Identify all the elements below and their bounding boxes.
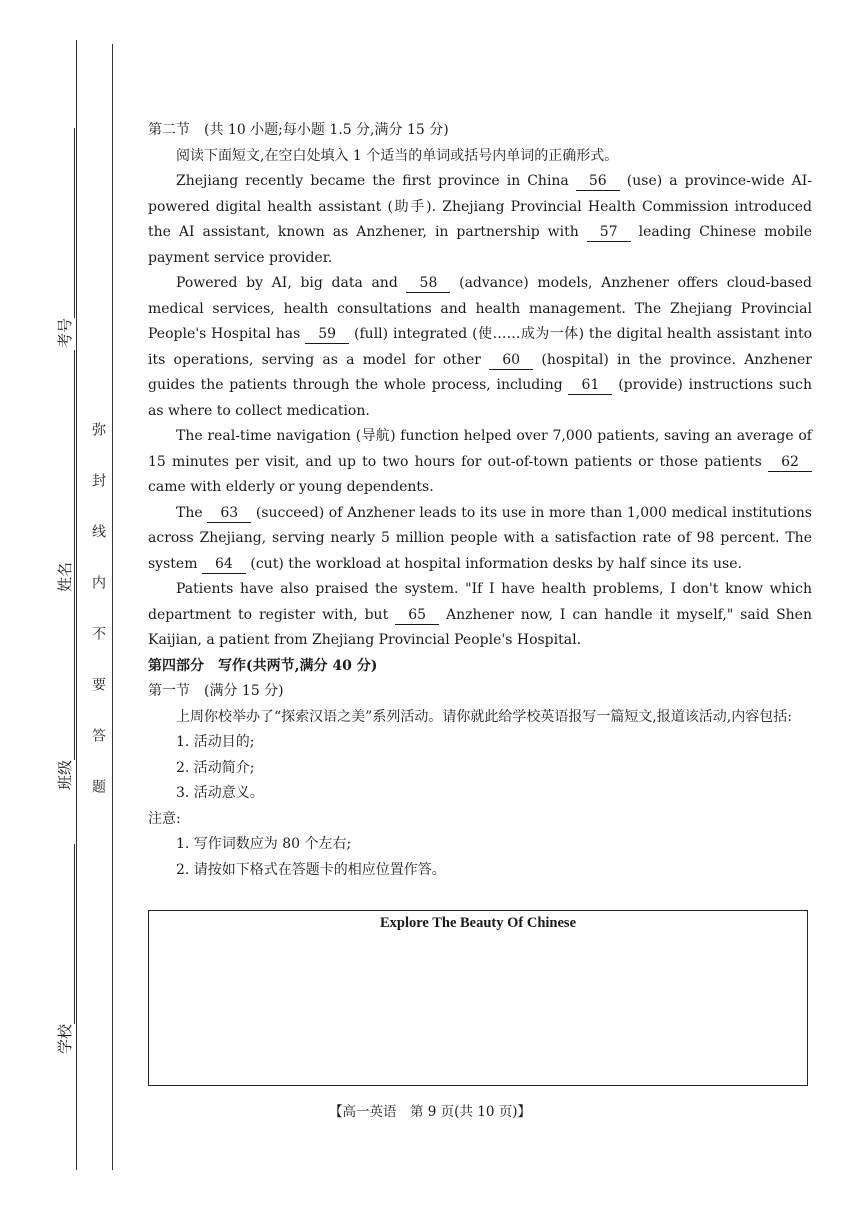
part4-section1-heading: 第一节 (满分 15 分) — [148, 683, 284, 699]
section2 — [148, 118, 812, 883]
blank-57[interactable]: 57 — [587, 223, 631, 242]
blank-60[interactable]: 60 — [489, 351, 533, 370]
section2-heading: 第二节 (共 10 小题;每小题 1.5 分,满分 15 分) — [148, 122, 449, 138]
blank-63[interactable]: 63 — [207, 504, 251, 523]
writing-prompt: 上周你校举办了“探索汉语之美”系列活动。请你就此给学校英语报写一篇短文,报道该活动,内容包括: — [176, 708, 792, 725]
seal-line-notice: 弥封线内不要答题 — [90, 422, 106, 830]
blank-62[interactable]: 62 — [768, 453, 812, 472]
blank-65[interactable]: 65 — [395, 606, 439, 625]
note-item: 1. 写作词数应为 80 个左右; — [176, 836, 352, 852]
blank-61[interactable]: 61 — [568, 376, 612, 395]
blank-59[interactable]: 59 — [305, 325, 349, 344]
margin-line-inner — [112, 44, 113, 1170]
note-item: 2. 请按如下格式在答题卡的相应位置作答。 — [176, 861, 446, 878]
writing-item: 3. 活动意义。 — [176, 785, 264, 801]
passage-paragraph: Patients have also praised the system. "If I have health problems, I don't know which department to register with, but 65 Anzhener now, I can handle it myself," said Shen Kaijian, a patient from Zhejiang Provincial People's Hospital. — [148, 581, 812, 648]
writing-box-title: Explore The Beauty Of Chinese — [379, 915, 577, 931]
class-field — [54, 552, 75, 790]
margin-line-outer — [76, 40, 77, 1170]
name-label: 姓名 — [56, 561, 74, 592]
passage-paragraph: Powered by AI, big data and 58 (advance) models, Anzhener offers cloud-based medical services, health consultations and health management. The Zhejiang Provincial People's Hospital has 59 (full) integrated (使……成为一体) the digital health assistant into its operations, serving as a model for other 60 (hospital) in the province. Anzhener guides the patients through the whole process, including 61 (provide) instructions such as where to collect medication. — [148, 275, 812, 419]
passage-paragraph: The 63 (succeed) of Anzhener leads to its use in more than 1,000 medical institutions across Zhejiang, serving nearly 5 million people with a satisfaction rate of 98 percent. The system 64 (cut) the workload at hospital information desks by half since its use. — [148, 504, 812, 572]
school-field — [54, 844, 75, 1054]
page-footer: 【高一英语 第 9 页(共 10 页)】 — [329, 1104, 531, 1120]
part4-heading: 第四部分 写作(共两节,满分 40 分) — [148, 657, 378, 674]
writing-item: 1. 活动目的; — [176, 734, 255, 750]
blank-64[interactable]: 64 — [202, 555, 246, 574]
school-label: 学校 — [56, 1023, 74, 1054]
writing-answer-box[interactable] — [148, 910, 808, 1086]
writing-item: 2. 活动简介; — [176, 759, 255, 776]
class-label: 班级 — [56, 759, 74, 790]
passage-paragraph: Zhejiang recently became the first province in China 56 (use) a province-wide AI-powered digital health assistant (助手). Zhejiang Provincial Health Commission introduced the AI assistant, known as Anzhener, in partnership with 57 leading Chinese mobile payment service provider. — [148, 173, 812, 266]
blank-58[interactable]: 58 — [406, 274, 450, 293]
exam-no-label: 考号 — [56, 317, 74, 348]
notes-label: 注意: — [148, 810, 181, 827]
exam-no-field — [54, 128, 75, 348]
section2-instruction: 阅读下面短文,在空白处填入 1 个适当的单词或括号内单词的正确形式。 — [176, 147, 619, 164]
passage-paragraph: The real-time navigation (导航) function helped over 7,000 patients, saving an average of 15 minutes per visit, and up to two hours for out-of-town patients or those patients 62 came with elderly or young dependents. — [148, 428, 812, 495]
blank-56[interactable]: 56 — [576, 172, 620, 191]
